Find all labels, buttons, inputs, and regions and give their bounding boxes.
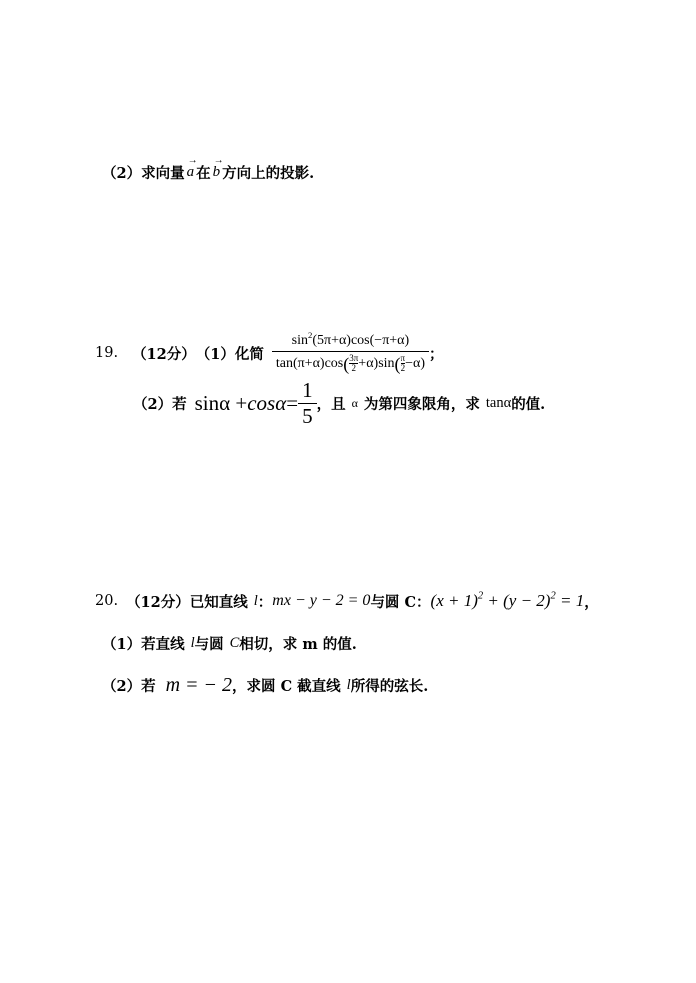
q19-numerator: $\sin^2(5\pi+\alpha)\cos(-\pi+\alpha)$ (291, 329, 410, 348)
vector-a: → a (186, 155, 198, 180)
q19-part2-line (133, 377, 546, 428)
q18-part2-label: （2）求向量 (102, 165, 185, 182)
vector-b: → b (212, 155, 224, 180)
q20-with-circle: 与圆 C： (370, 593, 431, 611)
q19-part2-end: 的值. (511, 395, 546, 413)
q19-alpha: α (351, 395, 358, 410)
q20-score: （12分） (126, 593, 190, 611)
q19-number: 19. (95, 345, 119, 361)
q19-part1-line (95, 325, 444, 381)
q19-condition-equation: sinα + cosα = $\frac{1}{5}$ (195, 378, 317, 429)
q20-part2-l: l (346, 676, 351, 693)
q20-part1-l: l (190, 635, 195, 651)
q20-l: l (253, 592, 258, 609)
q19-tan: tanα (485, 394, 512, 411)
q18-at: 在 (196, 165, 211, 182)
q20-part2-rest2: 所得的弦长. (350, 677, 429, 695)
q18-part2-rest: 方向上的投影. (222, 165, 315, 182)
q20-part1-line (102, 633, 357, 654)
q18-part2-line (102, 155, 315, 183)
q19-semicolon: ； (429, 345, 444, 363)
q20-line-equation: mx − y − 2 = 0 (272, 592, 371, 609)
q19-score: （12分） (132, 345, 196, 363)
q19-part1-label: （1）化简 (195, 345, 264, 363)
q19-part2-mid: ，且 (316, 395, 346, 413)
q19-part2-label: （2）若 (133, 395, 187, 413)
q20-comma: ， (584, 593, 599, 611)
q20-part1-label: （1）若直线 (102, 636, 185, 653)
q20-part1-with: 与圆 (194, 636, 224, 653)
q20-part2-equation: m = − 2 (165, 673, 233, 696)
q19-expression-fraction (272, 329, 429, 374)
q20-colon: ： (257, 593, 273, 611)
q20-circle-equation: $(x + 1)^2 + (y - 2)^2 = 1$ (430, 590, 585, 610)
q20-part2-label: （2）若 (102, 677, 156, 695)
q20-number: 20. (95, 593, 119, 609)
q19-part2-rest: 为第四象限角，求 (363, 395, 480, 413)
q20-intro: 已知直线 (189, 593, 248, 611)
q20-intro-line (95, 588, 599, 614)
q19-denominator: tan(π+α) cos ( 3π 2 +α) sin ( π 2 −α) (275, 353, 425, 374)
q20-part2-line (102, 672, 428, 698)
q20-part1-C: C (229, 635, 240, 651)
q20-part1-rest: 相切，求 m 的值. (239, 636, 357, 653)
q20-part2-rest1: ，求圆 C 截直线 (232, 677, 341, 695)
